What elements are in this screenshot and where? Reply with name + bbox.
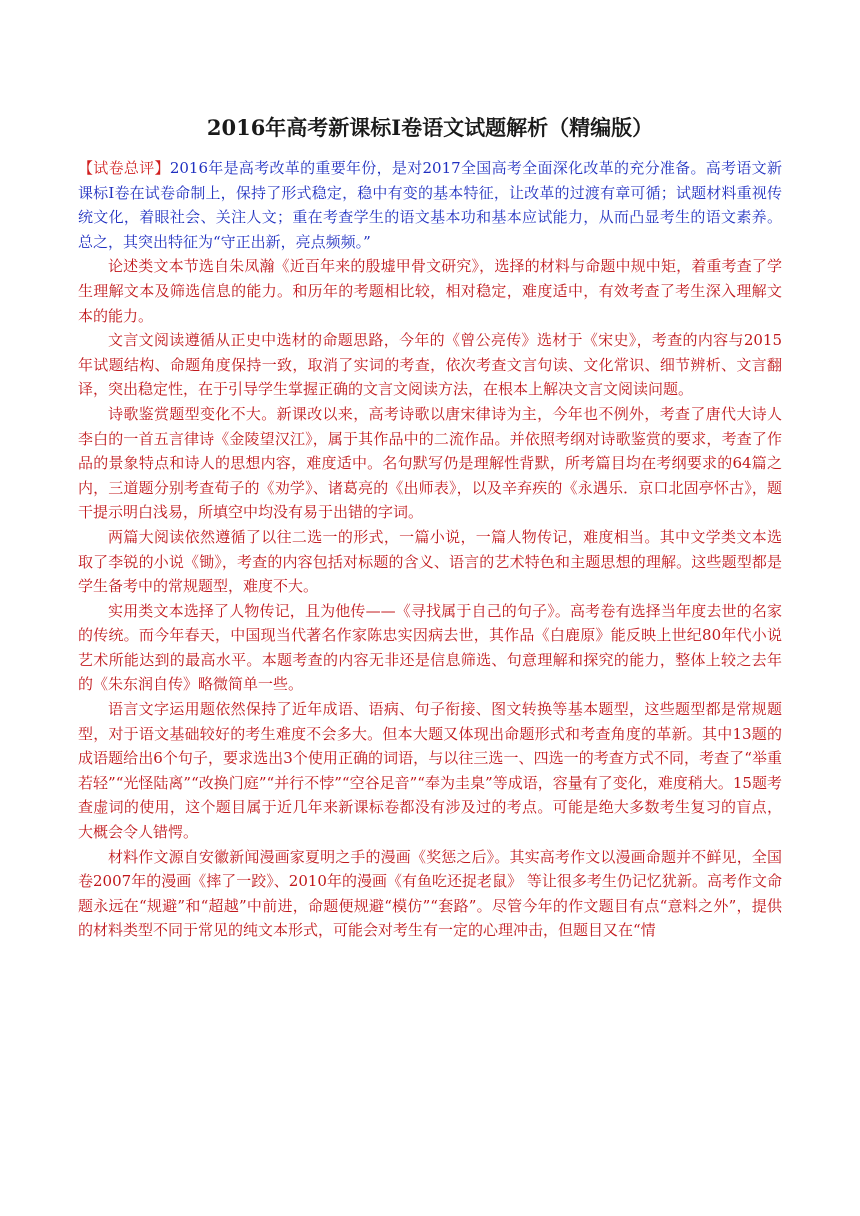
document-title: 2016年高考新课标Ⅰ卷语文试题解析（精编版） [206,115,654,140]
summary-paragraph [78,156,782,254]
paragraph-poetry-appreciation: 诗歌鉴赏题型变化不大。新课改以来，高考诗歌以唐宋律诗为主，今年也不例外，考查了唐代大诗人李白的一首五言律诗《金陵望汉江》，属于其作品中的二流作品。并依照考纲对诗歌鉴赏的要求，考查了作品的景象特点和诗人的思想内容，难度适中。名句默写仍是理解性背默，所考篇目均在考纲要求的64篇之内，三道题分别考查荀子的《劝学》、诸葛亮的《出师表》，以及辛弃疾的《永遇乐．京口北固亭怀古》，题干提示明白浅易，所填空中均没有易于出错的字词。 [78,404,782,522]
summary-tag: 【试卷总评】 [78,159,170,177]
paragraph-literary-reading: 两篇大阅读依然遵循了以往二选一的形式，一篇小说，一篇人物传记，难度相当。其中文学类文本选取了李锐的小说《锄》，考查的内容包括对标题的含义、语言的艺术特色和主题思想的理解。这些题型都是学生备考中的常规题型，难度不大。 [78,527,782,596]
paragraph-classical-chinese: 文言文阅读遵循从正史中选材的命题思路，今年的《曾公亮传》选材于《宋史》，考查的内容与2015年试题结构、命题角度保持一致，取消了实词的考查，依次考查文言句读、文化常识、细节辨析、文言翻译，突出稳定性，在于引导学生掌握正确的文言文阅读方法，在根本上解决文言文阅读问题。 [78,331,782,399]
summary-text: 2016年是高考改革的重要年份，是对2017全国高考全面深化改革的充分准备。高考语文新课标Ⅰ卷在试卷命制上，保持了形式稳定，稳中有变的基本特征，让改革的过渡有章可循；试题材料重视传统文化，着眼社会、关注人文；重在考查学生的语文基本功和基本应试能力，从而凸显考生的语文素养。总之，其突出特征为“守正出新，亮点频频。” [78,159,782,251]
paragraph-practical-text: 实用类文本选择了人物传记，且为他传——《寻找属于自己的句子》。高考卷有选择当年度去世的名家的传统。而今年春天，中国现当代著名作家陈忠实因病去世，其作品《白鹿原》能反映上世纪80年代小说艺术所能达到的最高水平。本题考查的内容无非还是信息筛选、句意理解和探究的能力，整体上较之去年的《朱东润自传》略微简单一些。 [78,601,782,694]
paragraph-language-use: 语言文字运用题依然保持了近年成语、语病、句子衔接、图文转换等基本题型，这些题型都是常规题型，对于语文基础较好的考生难度不会多大。但本大题又体现出命题形式和考查角度的革新。其中13题的成语题给出6个句子，要求选出3个使用正确的词语，与以往三选一、四选一的考查方式不同，考查了“举重若轻”“光怪陆离”“改换门庭”“并行不悖”“空谷足音”“奉为圭臬”等成语，容量有了变化，难度稍大。15题考查虚词的使用，这个题目属于近几年来新课标卷都没有涉及过的考点。可能是绝大多数考生复习的盲点，大概会令人错愕。 [78,700,782,842]
document-body [78,156,782,943]
paragraph-material-essay: 材料作文源自安徽新闻漫画家夏明之手的漫画《奖惩之后》。其实高考作文以漫画命题并不鲜见，全国卷2007年的漫画《摔了一跤》、2010年的漫画《有鱼吃还捉老鼠》 等让很多考生仍记忆犹新。高考作文命题永远在“规避”和“超越”中前进，命题便规避“模仿”“套路”。尽管今年的作文题目有点“意料之外”，提供的材料类型不同于常见的纯文本形式，可能会对考生有一定的心理冲击，但题目又在“情 [78,847,782,940]
paragraph-argumentative-text: 论述类文本节选自朱凤瀚《近百年来的殷墟甲骨文研究》，选择的材料与命题中规中矩，着重考查了学生理解文本及筛选信息的能力。和历年的考题相比较，相对稳定，难度适中，有效考查了考生深入理解文本的能力。 [78,257,782,325]
